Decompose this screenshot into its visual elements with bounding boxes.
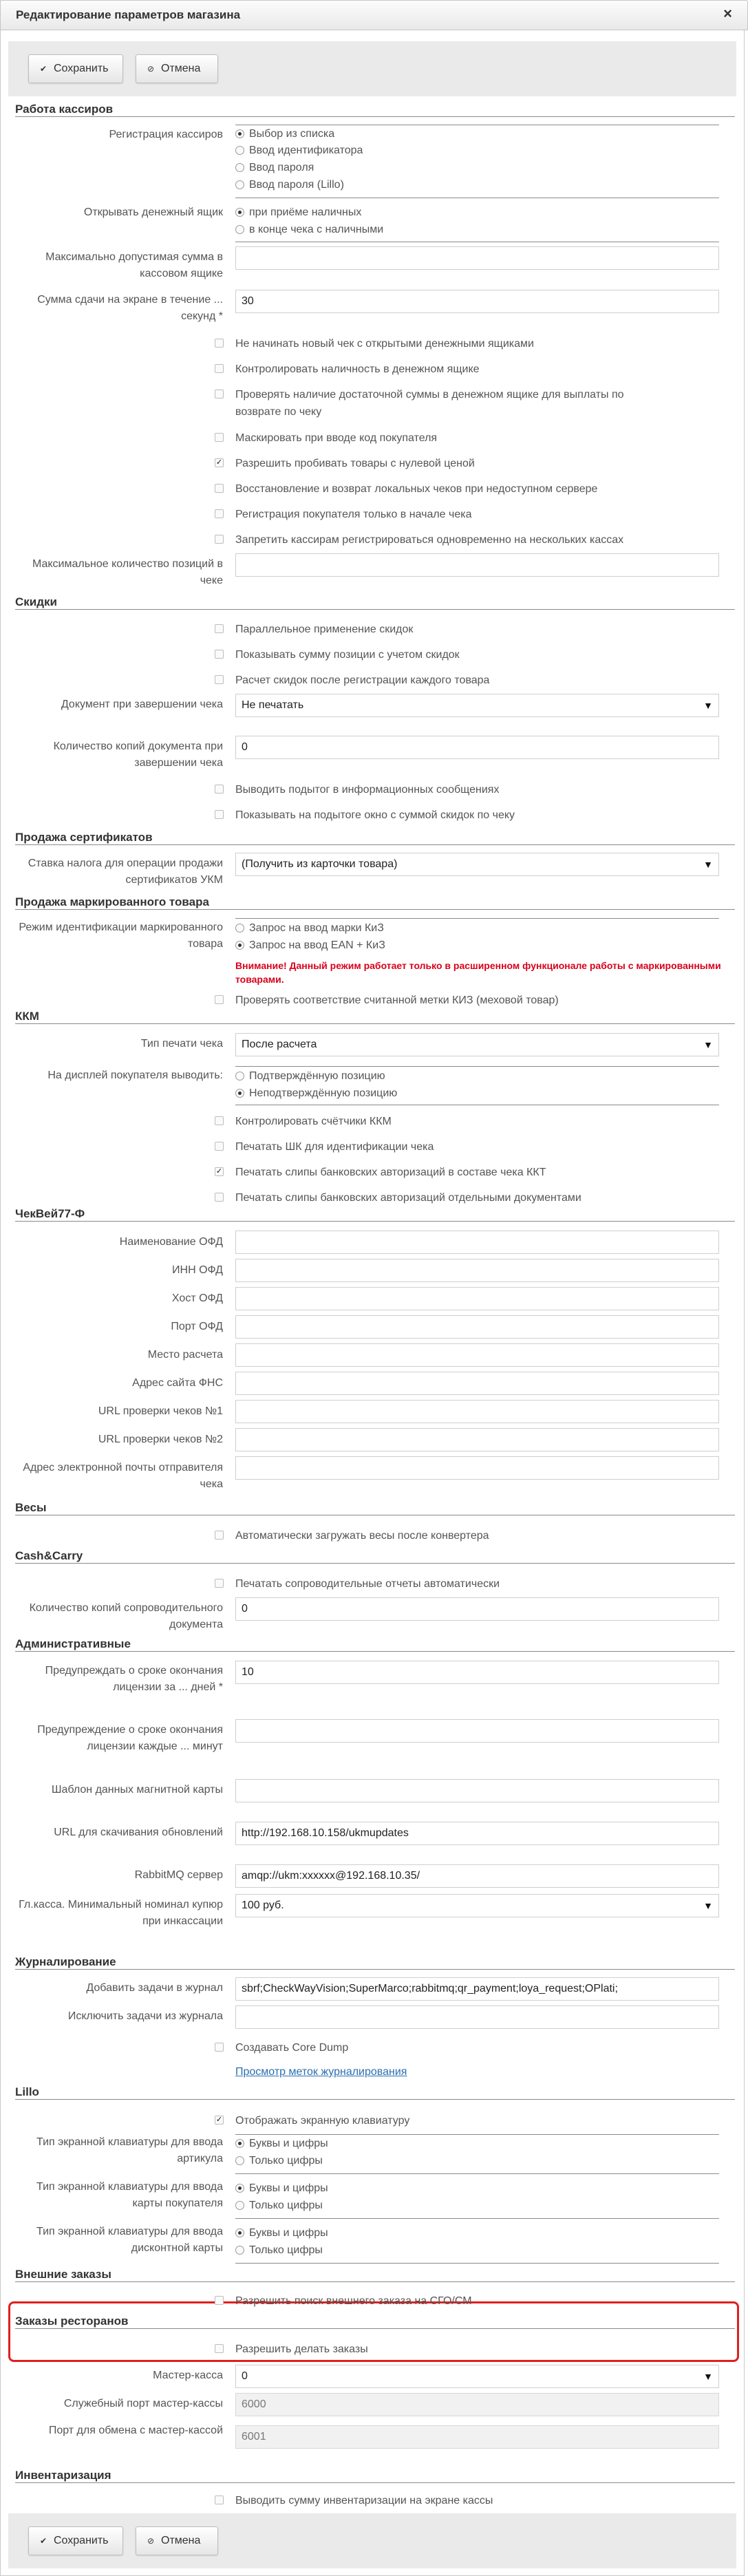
checkbox-subtotal-window[interactable] bbox=[215, 810, 224, 819]
ofd-host-label: Хост ОФД bbox=[171, 1292, 223, 1304]
exchange-port-label: Порт для обмена с мастер-кассой bbox=[48, 2425, 223, 2436]
checkbox-check-sum-label: Проверять наличие достаточной суммы в денежном ящике для выплаты по bbox=[235, 389, 624, 401]
checkbox-restore-local[interactable] bbox=[215, 484, 224, 493]
radio-kb2-digits[interactable] bbox=[235, 2201, 244, 2210]
cancel-button[interactable]: ⊘ Отмена bbox=[136, 54, 218, 83]
checkbox-inventory-sum-label: Выводить сумму инвентаризации на экране кассы bbox=[235, 2495, 493, 2506]
checkbox-mask-code-label: Маскировать при вводе код покупателя bbox=[235, 432, 438, 444]
mag-card-label: Шаблон данных магнитной карты bbox=[51, 1784, 223, 1796]
checkbox-print-barcode[interactable] bbox=[215, 1142, 224, 1151]
checkbox-print-barcode-label: Печатать ШК для идентификации чека bbox=[235, 1141, 434, 1153]
close-icon[interactable]: × bbox=[723, 5, 732, 22]
master-label: Мастер-касса bbox=[153, 2370, 223, 2381]
checkbox-slips-separate[interactable] bbox=[215, 1193, 224, 1202]
update-url-label: URL для скачивания обновлений bbox=[54, 1827, 223, 1838]
drawer-label: Открывать денежный ящик bbox=[83, 206, 223, 218]
check-icon: ✔ bbox=[39, 2536, 47, 2546]
checkbox-zero-price[interactable]: ✓ bbox=[215, 458, 223, 467]
checkbox-check-fur-label: Проверять соответствие считанной метки КИЗ (меховой товар) bbox=[235, 994, 559, 1006]
divider bbox=[235, 2218, 719, 2219]
ofd-port-input[interactable] bbox=[235, 1315, 719, 1339]
radio-mode-ean-kiz[interactable] bbox=[235, 941, 244, 950]
checkbox-forbid-multi-label: Запретить кассирам регистрироваться одновременно на нескольких кассах bbox=[235, 534, 624, 546]
checkbox-allow-orders-label: Разрешить делать заказы bbox=[235, 2343, 368, 2355]
place-label: Место расчета bbox=[147, 1349, 223, 1361]
radio-mode-kiz-label: Запрос на ввод марки КиЗ bbox=[249, 922, 384, 934]
radio-mode-kiz[interactable] bbox=[235, 924, 244, 933]
exchange-port-input[interactable]: 6001 bbox=[235, 2425, 719, 2449]
cashier-reg-label: Регистрация кассиров bbox=[109, 129, 223, 140]
change-label: Сумма сдачи на экране в течение ... секунд * bbox=[37, 294, 223, 322]
radio-kb3-alnum-label: Буквы и цифры bbox=[249, 2227, 328, 2239]
checkbox-screen-kb-label: Отображать экранную клавиатуру bbox=[235, 2115, 410, 2127]
save-button[interactable]: ✔ Сохранить bbox=[28, 2526, 123, 2555]
radio-drawer-cash-label: при приёме наличных bbox=[249, 206, 362, 218]
radio-kb3-digits-label: Только цифры bbox=[249, 2244, 323, 2256]
section-checkway: ЧекВей77-Ф bbox=[15, 1208, 735, 1222]
cc-copies-input[interactable]: 0 bbox=[235, 1597, 719, 1621]
checkbox-core-dump-label: Создавать Core Dump bbox=[235, 2042, 349, 2054]
maxsum-label: Максимально допустимая сумма в кассовом ящике bbox=[45, 251, 223, 279]
tax-select[interactable]: (Получить из карточки товара) ▼ bbox=[235, 853, 719, 876]
min-nominal-label: Гл.касса. Минимальный номинал купюр при инкассации bbox=[19, 1899, 223, 1927]
checkbox-reg-start-label: Регистрация покупателя только в начале чека bbox=[235, 509, 472, 520]
checkbox-check-sum[interactable] bbox=[215, 390, 224, 398]
divider bbox=[235, 2134, 719, 2135]
radio-kb2-digits-label: Только цифры bbox=[249, 2200, 323, 2211]
radio-drawer-cash[interactable] bbox=[235, 208, 244, 217]
checkbox-control-cash[interactable] bbox=[215, 364, 224, 373]
cc-copies-label: Количество копий сопроводительного документа bbox=[29, 1602, 223, 1630]
sender-email-input[interactable] bbox=[235, 1456, 719, 1480]
mag-card-input[interactable] bbox=[235, 1779, 719, 1802]
lic-days-label: Предупреждать о сроке окончания лицензии за ... дней * bbox=[45, 1665, 223, 1693]
doc-label: Документ при завершении чека bbox=[61, 699, 223, 710]
chevron-down-icon: ▼ bbox=[703, 700, 713, 711]
print-type-label: Тип печати чека bbox=[140, 1038, 223, 1050]
radio-kb1-digits-label: Только цифры bbox=[249, 2155, 323, 2167]
section-marked: Продажа маркированного товара bbox=[15, 896, 735, 910]
chevron-down-icon: ▼ bbox=[703, 1039, 713, 1050]
checkbox-no-new-check-label: Не начинать новый чек с открытыми денежными ящиками bbox=[235, 338, 534, 350]
master-select[interactable]: 0 ▼ bbox=[235, 2365, 719, 2388]
copies-input[interactable]: 0 bbox=[235, 736, 719, 759]
section-certificates: Продажа сертификатов bbox=[15, 831, 735, 845]
checkbox-reg-start[interactable] bbox=[215, 509, 224, 518]
checkbox-zero-price-label: Разрешить пробивать товары с нулевой ценой bbox=[235, 458, 475, 469]
kb-customer-label: Тип экранной клавиатуры для ввода карты покупателя bbox=[36, 2181, 223, 2209]
checkbox-control-cash-label: Контролировать наличность в денежном ящике bbox=[235, 363, 480, 375]
chevron-down-icon: ▼ bbox=[703, 859, 713, 870]
bottom-toolbar bbox=[8, 2513, 736, 2568]
journal-add-label: Добавить задачи в журнал bbox=[86, 1982, 223, 1994]
checkbox-subtotal-msgs[interactable] bbox=[215, 785, 224, 794]
ofd-inn-label: ИНН ОФД bbox=[172, 1264, 223, 1276]
radio-mode-ean-kiz-label: Запрос на ввод EAN + КиЗ bbox=[249, 939, 385, 951]
dialog-titlebar bbox=[0, 0, 748, 30]
checkbox-load-scales[interactable] bbox=[215, 1531, 224, 1540]
save-button[interactable]: ✔ Сохранить bbox=[28, 54, 123, 83]
place-input[interactable] bbox=[235, 1343, 719, 1367]
tax-label: Ставка налога для операции продажи сертификатов УКМ bbox=[28, 858, 223, 886]
section-discounts: Скидки bbox=[15, 596, 735, 610]
checkbox-load-scales-label: Автоматически загружать весы после конвертера bbox=[235, 1530, 489, 1542]
radio-reg-id[interactable] bbox=[235, 146, 244, 155]
check-url1-label: URL проверки чеков №1 bbox=[98, 1405, 223, 1417]
checkbox-check-fur[interactable] bbox=[215, 995, 224, 1004]
checkbox-restore-local-label: Восстановление и возврат локальных чеков при недоступном сервере bbox=[235, 483, 598, 495]
fns-site-input[interactable] bbox=[235, 1372, 719, 1395]
checkbox-parallel-discounts-label: Параллельное применение скидок bbox=[235, 624, 414, 635]
radio-reg-id-label: Ввод идентификатора bbox=[249, 145, 363, 156]
checkbox-kkm-counters-label: Контролировать счётчики ККМ bbox=[235, 1116, 392, 1127]
radio-kb2-alnum-label: Буквы и цифры bbox=[249, 2182, 328, 2194]
checkbox-screen-kb[interactable]: ✓ bbox=[215, 2116, 223, 2124]
checkbox-slips-in-check-label: Печатать слипы банковских авторизаций в составе чека ККТ bbox=[235, 1167, 546, 1178]
radio-reg-lillo[interactable] bbox=[235, 180, 244, 189]
checkbox-external-search-label: Разрешить поиск внешнего заказа на СГО/СМ bbox=[235, 2295, 472, 2307]
min-nominal-select[interactable]: 100 руб. ▼ bbox=[235, 1894, 719, 1917]
radio-kb1-alnum-label: Буквы и цифры bbox=[249, 2138, 328, 2149]
lic-minutes-input[interactable] bbox=[235, 1719, 719, 1743]
change-input[interactable]: 30 bbox=[235, 290, 719, 313]
rabbitmq-input[interactable]: amqp://ukm:xxxxxx@192.168.10.35/ bbox=[235, 1864, 719, 1888]
ofd-name-input[interactable] bbox=[235, 1231, 719, 1254]
checkbox-allow-orders[interactable] bbox=[215, 2344, 224, 2353]
checkbox-mask-code[interactable] bbox=[215, 433, 224, 442]
section-kkm: ККМ bbox=[15, 1010, 735, 1024]
lic-days-input[interactable]: 10 bbox=[235, 1661, 719, 1684]
maxsum-input[interactable] bbox=[235, 246, 719, 270]
kb-article-label: Тип экранной клавиатуры для ввода артикула bbox=[36, 2136, 223, 2164]
radio-reg-password-label: Ввод пароля bbox=[249, 162, 314, 173]
display-label: На дисплей покупателя выводить: bbox=[47, 1069, 223, 1081]
section-scales: Весы bbox=[15, 1502, 735, 1515]
fns-site-label: Адрес сайта ФНС bbox=[132, 1377, 223, 1389]
checkbox-kkm-counters[interactable] bbox=[215, 1116, 224, 1125]
checkbox-calc-after-reg-label: Расчет скидок после регистрации каждого товара bbox=[235, 674, 490, 686]
checkbox-subtotal-msgs-label: Выводить подытог в информационных сообщениях bbox=[235, 784, 500, 796]
checkbox-parallel-discounts[interactable] bbox=[215, 624, 224, 633]
sender-email-label: Адрес электронной почты отправителя чека bbox=[23, 1462, 223, 1490]
cancel-button[interactable]: ⊘ Отмена bbox=[136, 2526, 218, 2555]
chevron-down-icon: ▼ bbox=[703, 1900, 713, 1911]
cancel-icon: ⊘ bbox=[147, 2536, 155, 2546]
highlight-frame bbox=[8, 2301, 739, 2362]
checkbox-slips-separate-label: Печатать слипы банковских авторизаций отдельными документами bbox=[235, 1192, 581, 1204]
radio-reg-list[interactable] bbox=[235, 129, 244, 138]
lic-minutes-label: Предупреждение о сроке окончания лицензии каждые ... минут bbox=[37, 1724, 223, 1752]
radio-drawer-end[interactable] bbox=[235, 225, 244, 234]
checkbox-subtotal-window-label: Показывать на подытоге окно с суммой скидок по чеку bbox=[235, 809, 515, 821]
radio-kb2-alnum[interactable] bbox=[235, 2184, 244, 2193]
radio-display-confirmed-label: Подтверждённую позицию bbox=[249, 1070, 385, 1082]
section-lillo: Lillo bbox=[15, 2086, 735, 2100]
radio-reg-list-label: Выбор из списка bbox=[249, 128, 335, 140]
radio-reg-lillo-label: Ввод пароля (Lillo) bbox=[249, 179, 344, 191]
doc-select[interactable]: Не печатать ▼ bbox=[235, 694, 719, 717]
section-cashiers: Работа кассиров bbox=[15, 103, 735, 117]
checkbox-forbid-multi[interactable] bbox=[215, 535, 224, 544]
ofd-port-label: Порт ОФД bbox=[171, 1321, 223, 1332]
master-port-input[interactable]: 6000 bbox=[235, 2393, 719, 2416]
kb-discount-label: Тип экранной клавиатуры для ввода дисконтной карты bbox=[36, 2226, 223, 2254]
checkbox-show-discount-sum[interactable] bbox=[215, 650, 224, 659]
print-type-select[interactable]: После расчета ▼ bbox=[235, 1033, 719, 1056]
top-toolbar bbox=[8, 41, 736, 96]
journal-marks-link[interactable]: Просмотр меток журналирования bbox=[235, 2066, 407, 2078]
ofd-name-label: Наименование ОФД bbox=[119, 1236, 223, 1248]
check-url1-input[interactable] bbox=[235, 1400, 719, 1423]
radio-reg-password[interactable] bbox=[235, 163, 244, 172]
copies-label: Количество копий документа при завершении чека bbox=[53, 741, 223, 769]
divider bbox=[235, 918, 719, 919]
cancel-icon: ⊘ bbox=[147, 64, 155, 74]
dialog-title: Редактирование параметров магазина bbox=[16, 8, 241, 21]
journal-exclude-input[interactable] bbox=[235, 2005, 719, 2029]
section-restaurant: Заказы ресторанов bbox=[15, 2315, 735, 2329]
ofd-inn-input[interactable] bbox=[235, 1259, 719, 1282]
chevron-down-icon: ▼ bbox=[703, 2371, 713, 2382]
checkbox-calc-after-reg[interactable] bbox=[215, 675, 224, 684]
check-url2-label: URL проверки чеков №2 bbox=[98, 1434, 223, 1445]
radio-kb1-digits[interactable] bbox=[235, 2156, 244, 2165]
checkbox-no-new-check[interactable] bbox=[215, 339, 224, 348]
checkbox-core-dump[interactable] bbox=[215, 2043, 224, 2052]
radio-kb1-alnum[interactable] bbox=[235, 2139, 244, 2148]
mode-label: Режим идентификации маркированного товара bbox=[19, 922, 223, 950]
checkbox-show-discount-sum-label: Показывать сумму позиции с учетом скидок bbox=[235, 649, 460, 661]
section-admin: Административные bbox=[15, 1638, 735, 1652]
section-external-orders: Внешние заказы bbox=[15, 2268, 735, 2282]
check-url2-input[interactable] bbox=[235, 1428, 719, 1451]
update-url-input[interactable]: http://192.168.10.158/ukmupdates bbox=[235, 1822, 719, 1845]
section-inventory: Инвентаризация bbox=[15, 2469, 735, 2483]
checkbox-inventory-sum[interactable] bbox=[215, 2495, 224, 2504]
warning-text: Внимание! Данный режим работает только в расширенном функционале работы с маркированными товарами. bbox=[235, 960, 721, 985]
checkbox-external-search[interactable] bbox=[215, 2296, 224, 2305]
checkbox-print-reports-label: Печатать сопроводительные отчеты автоматически bbox=[235, 1578, 500, 1590]
divider bbox=[235, 2173, 719, 2174]
radio-kb3-alnum[interactable] bbox=[235, 2228, 244, 2237]
checkbox-print-reports[interactable] bbox=[215, 1579, 224, 1588]
maxpos-input[interactable] bbox=[235, 553, 719, 577]
section-journal: Журналирование bbox=[15, 1956, 735, 1970]
radio-drawer-end-label: в конце чека с наличными bbox=[249, 224, 384, 235]
ofd-host-input[interactable] bbox=[235, 1287, 719, 1310]
checkbox-check-sum-label-2: возврате по чеку bbox=[235, 406, 322, 418]
radio-display-unconfirmed-label: Неподтверждённую позицию bbox=[249, 1087, 398, 1099]
divider bbox=[235, 2263, 719, 2264]
divider bbox=[235, 1066, 719, 1067]
master-port-label: Служебный порт мастер-кассы bbox=[63, 2398, 223, 2409]
journal-exclude-label: Исключить задачи из журнала bbox=[67, 2010, 223, 2022]
journal-add-input[interactable]: sbrf;CheckWayVision;SuperMarco;rabbitmq;qr_payment;loya_request;OPlati; bbox=[235, 1977, 719, 2001]
radio-kb3-digits[interactable] bbox=[235, 2246, 244, 2255]
radio-display-unconfirmed[interactable] bbox=[235, 1089, 244, 1098]
radio-display-confirmed[interactable] bbox=[235, 1072, 244, 1081]
section-cashcarry: Cash&Carry bbox=[15, 1550, 735, 1564]
rabbitmq-label: RabbitMQ сервер bbox=[134, 1869, 223, 1881]
checkbox-slips-in-check[interactable]: ✓ bbox=[215, 1167, 223, 1175]
check-icon: ✔ bbox=[39, 64, 47, 74]
maxpos-label: Максимальное количество позиций в чеке bbox=[32, 558, 223, 586]
